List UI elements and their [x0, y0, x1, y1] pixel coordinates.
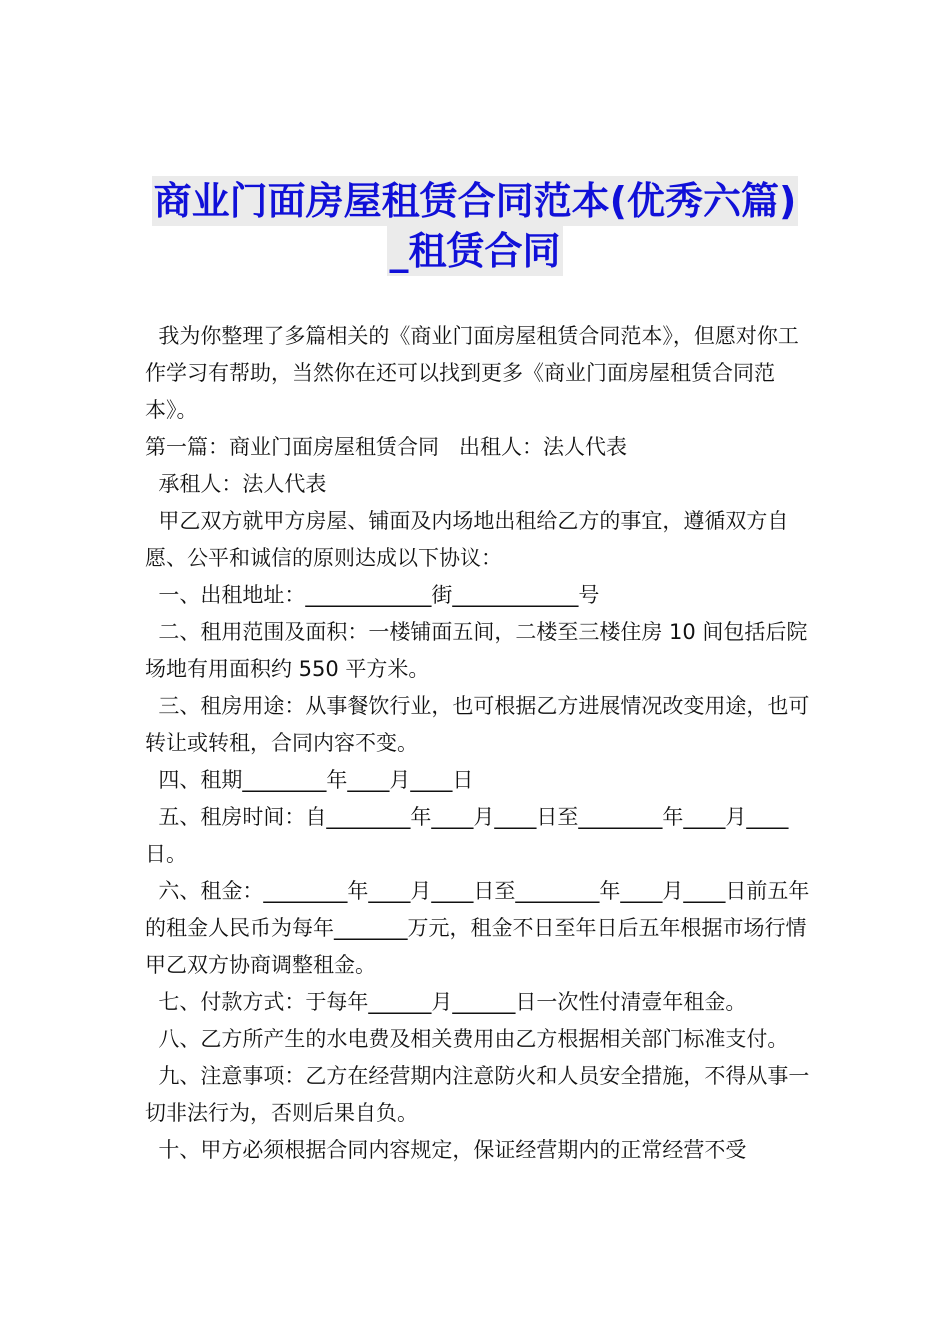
title-line-1: 商业门面房屋租赁合同范本(优秀六篇) — [152, 176, 799, 226]
clause-1: 一、出租地址：____________街____________号 — [145, 583, 600, 607]
clause-5: 五、租房时间：自________年____月____日至________年____月____日。 — [145, 805, 789, 866]
clause-2: 二、租用范围及面积：一楼铺面五间，二楼至三楼住房 10 间包括后院场地有用面积约 550 平方米。 — [145, 620, 808, 681]
document-body — [145, 318, 810, 1169]
clause-4: 四、租期________年____月____日 — [145, 768, 474, 792]
clause-10: 十、甲方必须根据合同内容规定，保证经营期内的正常经营不受 — [145, 1138, 747, 1162]
agreement-preamble: 甲乙双方就甲方房屋、铺面及内场地出租给乙方的事宜，遵循双方自愿、公平和诚信的原则达成以下协议： — [145, 509, 789, 570]
lessee-line: 承租人：法人代表 — [145, 472, 327, 496]
title-line-2: _租赁合同 — [387, 226, 562, 276]
clause-8: 八、乙方所产生的水电费及相关费用由乙方根据相关部门标准支付。 — [145, 1027, 789, 1051]
part-one-heading: 第一篇：商业门面房屋租赁合同 出租人：法人代表 — [145, 435, 628, 459]
document-title — [0, 176, 950, 276]
clause-3: 三、租房用途：从事餐饮行业，也可根据乙方进展情况改变用途，也可转让或转租，合同内容不变。 — [145, 694, 810, 755]
clause-9: 九、注意事项：乙方在经营期内注意防火和人员安全措施，不得从事一切非法行为，否则后果自负。 — [145, 1064, 810, 1125]
clause-6: 六、租金：________年____月____日至________年____月____日前五年的租金人民币为每年_______万元，租金不日至年日后五年根据市场行情甲乙双方协商调整租金。 — [145, 879, 810, 977]
intro-paragraph: 我为你整理了多篇相关的《商业门面房屋租赁合同范本》，但愿对你工作学习有帮助，当然你在还可以找到更多《商业门面房屋租赁合同范本》。 — [145, 324, 799, 422]
clause-7: 七、付款方式：于每年______月______日一次性付清壹年租金。 — [145, 990, 747, 1014]
